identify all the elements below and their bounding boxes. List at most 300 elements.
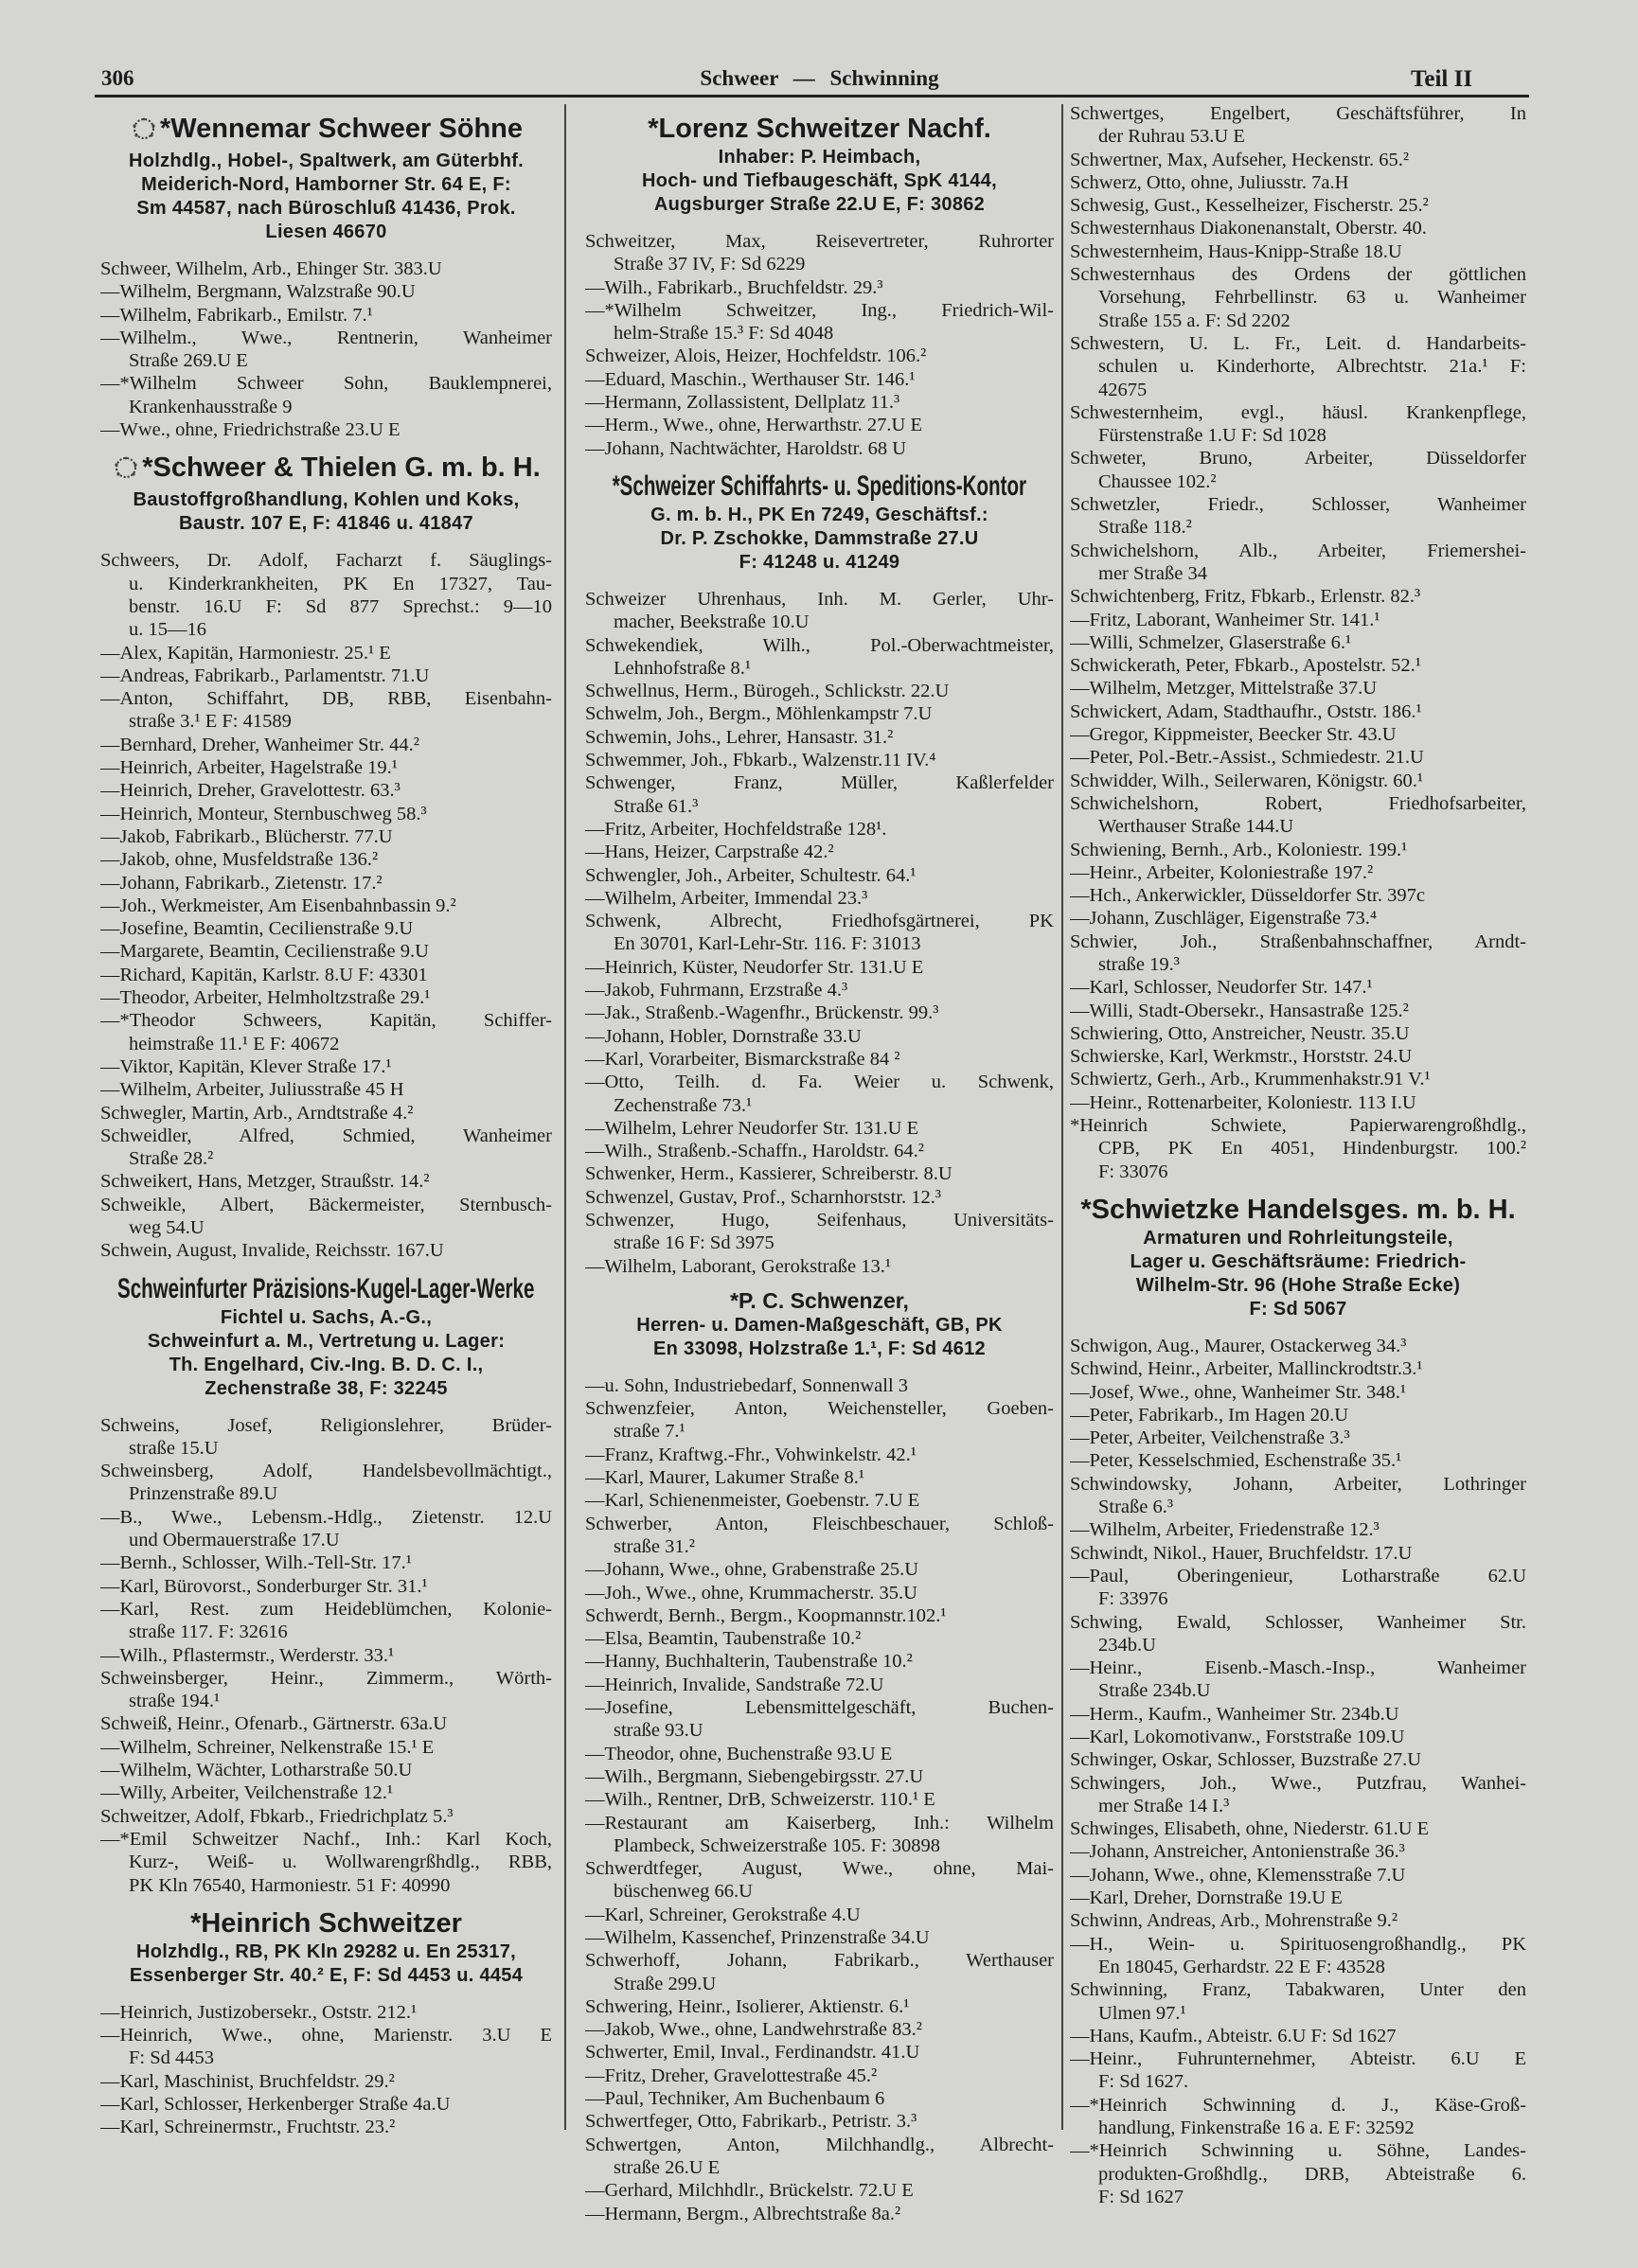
entry-line: mer Straße 14 I.³	[1098, 1795, 1230, 1816]
entry-line: Schwesternhaus Diakonenanstalt, Oberstr. 40.	[1070, 218, 1427, 239]
directory-entry	[100, 1055, 552, 1078]
entry-line: Schwickerath, Peter, Fbkarb., Apostelstr. 52.¹	[1070, 655, 1421, 677]
entry-line: —Heinrich, Küster, Neudorfer Str. 131.U E	[585, 956, 924, 978]
entry-line: —Gerhard, Milchhdlr., Brückelstr. 72.U E	[585, 2180, 914, 2202]
directory-entry	[1070, 976, 1526, 999]
header-rule	[95, 95, 1529, 97]
entry-line: —Wilh., Bergmann, Siebengebirgsstr. 27.U	[585, 1765, 924, 1787]
directory-entry	[1070, 1864, 1526, 1887]
directory-entry	[1070, 1542, 1526, 1565]
entry-line: 42675	[1098, 379, 1148, 400]
directory-entry	[585, 230, 1054, 276]
advertisement-line: Zechenstraße 38, F: 32245	[205, 1377, 448, 1399]
entry-line: —Johann, Zuschläger, Eigenstraße 73.⁴	[1070, 908, 1377, 930]
directory-entry	[1070, 1357, 1526, 1380]
entry-line: Schwind, Heinr., Arbeiter, Mallinckrodtstr.3.¹	[1070, 1358, 1423, 1380]
entry-line: Zechenstraße 73.¹	[614, 1094, 753, 1116]
entry-line: Schweers, Dr. Adolf, Facharzt f. Säuglings-	[100, 550, 552, 572]
entry-line: 234b.U	[1098, 1634, 1156, 1656]
entry-line: —Heinr., Rottenarbeiter, Koloniestr. 113 I.U	[1070, 1091, 1416, 1113]
entry-line: der Ruhrau 53.U E	[1098, 126, 1245, 148]
entry-line: —Peter, Kesselschmied, Eschenstraße 35.¹	[1070, 1450, 1402, 1472]
entry-line: —Wilhelm, Kassenchef, Prinzenstraße 34.U	[585, 1927, 930, 1948]
entry-line: Schwekendiek, Wilh., Pol.-Oberwachtmeister,	[585, 634, 1054, 656]
directory-entry	[1070, 677, 1526, 700]
entry-line: Schwertner, Max, Aufseher, Heckenstr. 65.²	[1070, 149, 1410, 170]
directory-entry	[1070, 907, 1526, 930]
entry-line: —Josefine, Lebensmittelgeschäft, Buchen-	[585, 1697, 1054, 1719]
entry-line: Schwigon, Aug., Maurer, Ostackerweg 34.³	[1070, 1335, 1407, 1356]
advertisement	[585, 1287, 1054, 1361]
entry-line: Schweinsberger, Heinr., Zimmerm., Wörth-	[100, 1667, 552, 1689]
entry-line: Schwemmer, Joh., Fbkarb., Walzenstr.11 IV.⁴	[585, 750, 936, 771]
directory-entry	[585, 1466, 1054, 1489]
directory-entry	[100, 1551, 552, 1574]
entry-line: —Wilhelm, Arbeiter, Juliusstraße 45 H	[100, 1079, 404, 1101]
directory-entry	[100, 1781, 552, 1804]
entry-line: Schwerter, Emil, Inval., Ferdinandstr. 41.U	[585, 2042, 920, 2064]
entry-line: —Fritz, Laborant, Wanheimer Str. 141.¹	[1070, 609, 1380, 630]
entry-line: —Wilhelm, Lehrer Neudorfer Str. 131.U E	[585, 1117, 919, 1139]
entry-line: straße 117. F: 32616	[129, 1621, 288, 1643]
entry-line: F: 33976	[1098, 1588, 1168, 1610]
directory-entry	[585, 2110, 1054, 2133]
entry-line: Schwenzfeier, Anton, Weichensteller, Goeben-	[585, 1398, 1054, 1420]
entry-line: Schwinges, Elisabeth, ohne, Niederstr. 61.U E	[1070, 1818, 1430, 1840]
advertisement-line: F: 41248 u. 41249	[739, 551, 900, 573]
directory-entry	[100, 803, 552, 825]
advertisement-title	[585, 112, 1054, 146]
entry-line: Schwickert, Adam, Stadthaufhr., Oststr. 186.¹	[1070, 700, 1422, 722]
entry-line: Schweizer Uhrenhaus, Inh. M. Gerler, Uhr-	[585, 588, 1054, 610]
directory-entry	[585, 345, 1054, 367]
entry-line: Chaussee 102.²	[1098, 470, 1217, 492]
directory-entry	[100, 734, 552, 756]
advertisement-title-text: *Lorenz Schweitzer Nachf.	[648, 114, 991, 144]
directory-entry	[100, 642, 552, 664]
entry-line: F: Sd 4453	[129, 2047, 214, 2069]
directory-entry	[100, 1009, 552, 1055]
entry-line: Schwidder, Wilh., Seilerwaren, Königstr. 60.¹	[1070, 770, 1424, 791]
entry-line: —Bernh., Schlosser, Wilh.-Tell-Str. 17.¹	[100, 1552, 412, 1574]
entry-line: Schwenger, Franz, Müller, Kaßlerfelder	[585, 772, 1054, 794]
directory-entry	[1070, 1817, 1526, 1840]
directory-entry	[100, 756, 552, 779]
entry-line: Schwindowsky, Johann, Arbeiter, Lothringer	[1070, 1473, 1526, 1495]
entry-line: —Karl, Vorarbeiter, Bismarckstraße 84 ²	[585, 1048, 900, 1070]
entry-line: Straße 299.U	[614, 1973, 717, 1994]
entry-line: —Karl, Maurer, Lakumer Straße 8.¹	[585, 1467, 865, 1489]
directory-entry	[1070, 700, 1526, 723]
entry-line: —Bernhard, Dreher, Wanheimer Str. 44.²	[100, 734, 419, 755]
entry-line: handlung, Finkenstraße 16 a. E F: 32592	[1098, 2117, 1415, 2139]
entry-line: Prinzenstraße 89.U	[129, 1483, 278, 1505]
entry-line: —Josefine, Beamtin, Cecilienstraße 9.U	[100, 918, 414, 940]
directory-entry	[585, 1162, 1054, 1185]
entry-line: —Karl, Lokomotivanw., Forststraße 109.U	[1070, 1727, 1405, 1747]
directory-entry	[585, 2041, 1054, 2064]
entry-line: Schwerber, Anton, Fleischbeschauer, Schloß-	[585, 1513, 1054, 1534]
entry-line: produkten-Großhdlg., DRB, Abteistraße 6.	[1098, 2163, 1526, 2185]
column-3	[1070, 102, 1526, 2208]
entry-line: straße 93.U	[614, 1720, 703, 1742]
directory-entry	[100, 825, 552, 848]
directory-entry	[1070, 194, 1526, 217]
directory-entry	[1070, 240, 1526, 263]
directory-entry	[585, 1926, 1054, 1949]
entry-line: —Hermann, Bergm., Albrechtstraße 8a.²	[585, 2203, 901, 2224]
directory-entry	[100, 964, 552, 986]
advertisement-title	[585, 470, 1054, 504]
entry-line: Ulmen 97.¹	[1098, 2002, 1186, 2024]
advertisement-title	[1070, 1193, 1526, 1227]
directory-entry	[585, 1117, 1054, 1140]
advertisement-line: Wilhelm-Str. 96 (Hohe Straße Ecke)	[1135, 1274, 1461, 1296]
directory-entry	[100, 1712, 552, 1735]
entry-line: —Wilh., Rentner, DrB, Schweizerstr. 110.¹ E	[585, 1789, 935, 1811]
directory-entry	[585, 1186, 1054, 1209]
directory-entry	[585, 1489, 1054, 1512]
directory-entry	[100, 549, 552, 641]
advertisement-line: F: Sd 5067	[1249, 1298, 1347, 1320]
entry-line: Schwemin, Johs., Lehrer, Hansastr. 31.²	[585, 726, 894, 748]
entry-line: —Viktor, Kapitän, Klever Straße 17.¹	[100, 1055, 392, 1077]
entry-line: PK Kln 76540, Harmoniestr. 51 F: 40990	[129, 1874, 451, 1896]
directory-entry	[1070, 585, 1526, 608]
directory-entry	[1070, 1611, 1526, 1657]
directory-entry	[1070, 2139, 1526, 2208]
entry-line: Schwerhoff, Johann, Fabrikarb., Werthauser	[585, 1950, 1054, 1972]
entry-line: straße 16 F: Sd 3975	[614, 1232, 774, 1254]
directory-entry	[1070, 332, 1526, 401]
entry-line: Schwerdt, Bernh., Bergm., Koopmannstr.102.¹	[585, 1604, 947, 1626]
directory-entry	[585, 979, 1054, 1001]
entry-line: —Heinr., Arbeiter, Koloniestraße 197.²	[1070, 861, 1374, 883]
directory-entry	[585, 1812, 1054, 1858]
entry-line: schulen u. Kinderhorte, Albrechtstr. 21a.¹ F:	[1098, 356, 1526, 378]
directory-entry	[1070, 1978, 1526, 2025]
directory-entry	[585, 702, 1054, 725]
advertisement-line: Holzhdlg., RB, PK Kln 29282 u. En 25317,	[136, 1940, 516, 1962]
directory-entry	[585, 391, 1054, 414]
directory-entry	[1070, 1000, 1526, 1022]
advertisement	[585, 112, 1054, 217]
directory-entry	[585, 1444, 1054, 1466]
entry-line: —Josef, Wwe., ohne, Wanheimer Str. 348.¹	[1070, 1381, 1407, 1403]
directory-entry	[1070, 1473, 1526, 1519]
advertisement	[1070, 1193, 1526, 1321]
directory-entry	[585, 1255, 1054, 1278]
entry-line: —Karl, Schreiner, Gerokstraße 4.U	[585, 1904, 861, 1925]
entry-line: —Hans, Kaufm., Abteistr. 6.U F: Sd 1627	[1070, 2025, 1397, 2047]
entry-line: Schweizer, Alois, Heizer, Hochfeldstr. 106.²	[585, 346, 927, 367]
advertisement	[585, 470, 1054, 575]
directory-entry	[1070, 217, 1526, 239]
entry-line: straße 7.¹	[614, 1421, 685, 1443]
entry-line: —Paul, Techniker, Am Buchenbaum 6	[585, 2088, 885, 2110]
directory-entry	[585, 1627, 1054, 1650]
directory-entry	[100, 1667, 552, 1713]
advertisement	[100, 1272, 552, 1401]
entry-line: —Karl, Rest. zum Heideblümchen, Kolonie-	[100, 1598, 552, 1620]
entry-line: —Wilh., Straßenb.-Schaffn., Haroldstr. 64.²	[585, 1141, 924, 1162]
entry-line: straße 15.U	[129, 1437, 219, 1459]
entry-line: —Wilhelm, Fabrikarb., Emilstr. 7.¹	[100, 304, 373, 326]
directory-entry	[585, 1743, 1054, 1765]
directory-entry	[585, 771, 1054, 818]
advertisement-line: Herren- u. Damen-Maßgeschäft, GB, PK	[636, 1314, 1003, 1336]
directory-entry	[100, 1102, 552, 1125]
directory-entry	[1070, 792, 1526, 839]
directory-entry	[585, 956, 1054, 979]
directory-entry	[1070, 263, 1526, 332]
running-title: Schweer — Schwinning	[700, 66, 939, 90]
entry-line: —Otto, Teilh. d. Fa. Weier u. Schwenk,	[585, 1072, 1054, 1093]
directory-entry	[585, 864, 1054, 887]
entry-line: —Eduard, Maschin., Werthauser Str. 146.¹	[585, 368, 916, 390]
entry-line: macher, Beekstraße 10.U	[614, 611, 810, 633]
entry-line: —*Theodor Schweers, Kapitän, Schiffer-	[100, 1010, 552, 1032]
directory-entry	[1070, 884, 1526, 907]
entry-line: Schwichtenberg, Fritz, Fbkarb., Erlenstr. 82.³	[1070, 586, 1421, 608]
directory-entry	[585, 1995, 1054, 2018]
directory-entry	[585, 818, 1054, 841]
directory-entry	[100, 1736, 552, 1759]
entry-line: —Johann, Wwe., ohne, Klemensstraße 7.U	[1070, 1864, 1406, 1886]
entry-line: —Margarete, Beamtin, Cecilienstraße 9.U	[100, 941, 429, 963]
entry-line: —*Heinrich Schwinning u. Söhne, Landes-	[1070, 2140, 1526, 2162]
directory-entry	[1070, 1933, 1526, 1979]
entry-line: —Wilhelm, Bergmann, Walzstraße 90.U	[100, 281, 416, 303]
directory-entry	[585, 726, 1054, 749]
advertisement-line: En 33098, Holzstraße 1.¹, F: Sd 4612	[653, 1338, 986, 1359]
entry-line: Kurz-, Weiß- u. Wollwarengrßhdlg., RBB,	[129, 1852, 552, 1873]
entry-line: En 30701, Karl-Lehr-Str. 116. F: 31013	[614, 933, 921, 955]
directory-entry	[1070, 609, 1526, 631]
entry-line: —u. Sohn, Industriebedarf, Sonnenwall 3	[585, 1374, 909, 1396]
entry-line: —Herm., Wwe., ohne, Herwarthstr. 27.U E	[585, 415, 923, 436]
entry-line: u. Kinderkrankheiten, PK En 17327, Tau-	[129, 573, 552, 594]
column-divider	[564, 104, 566, 2130]
advertisement	[100, 451, 552, 536]
entry-line: Schwingers, Joh., Wwe., Putzfrau, Wanhei-	[1070, 1772, 1526, 1794]
advertisement	[100, 112, 552, 244]
entry-line: Lehnhofstraße 8.¹	[614, 657, 752, 679]
entry-line: —Hanny, Buchhalterin, Taubenstraße 10.²	[585, 1651, 913, 1673]
directory-entry	[585, 368, 1054, 391]
entry-line: —Karl, Schlosser, Herkenberger Straße 4a.U	[100, 2094, 451, 2115]
entry-line: —Andreas, Fabrikarb., Parlamentstr. 71.U	[100, 664, 430, 686]
directory-entry	[585, 1604, 1054, 1627]
entry-line: Schwerz, Otto, ohne, Juliusstr. 7a.H	[1070, 171, 1349, 193]
advertisement-line: Fichtel u. Sachs, A.-G.,	[220, 1306, 433, 1328]
entry-line: straße 26.U E	[614, 2156, 721, 2178]
entry-line: —Theodor, ohne, Buchenstraße 93.U E	[585, 1743, 893, 1764]
advertisement-title-text: *Schweizer Schiffahrts- u. Speditions-Kontor	[612, 470, 1027, 502]
entry-line: Schwein, August, Invalide, Reichsstr. 167.U	[100, 1240, 444, 1262]
entry-line: Werthauser Straße 144.U	[1098, 816, 1294, 838]
advertisement-line: Liesen 46670	[265, 221, 387, 242]
wreath-icon	[112, 454, 140, 488]
entry-line: Straße 37 IV, F: Sd 6229	[614, 254, 806, 275]
entry-line: —Karl, Dreher, Dornstraße 19.U E	[1070, 1887, 1343, 1909]
entry-line: Straße 6.³	[1098, 1497, 1174, 1518]
directory-entry	[100, 687, 552, 734]
entry-line: —Karl, Bürovorst., Sonderburger Str. 31.¹	[100, 1575, 428, 1597]
directory-entry	[1070, 1449, 1526, 1472]
directory-entry	[585, 2179, 1054, 2202]
directory-entry	[100, 1078, 552, 1101]
directory-entry	[1070, 1091, 1526, 1114]
directory-entry	[100, 1125, 552, 1171]
entry-line: —H., Wein- u. Spirituosengroßhandlg., PK	[1070, 1933, 1526, 1955]
directory-entry	[585, 1650, 1054, 1673]
entry-line: —*Wilhelm Schweitzer, Ing., Friedrich-Wil-	[585, 299, 1054, 321]
entry-line: Straße 155 a. F: Sd 2202	[1098, 310, 1291, 331]
entry-line: —Wilhelm., Wwe., Rentnerin, Wanheimer	[100, 327, 552, 348]
entry-line: mer Straße 34	[1098, 562, 1207, 584]
advertisement-title-text: *P. C. Schwenzer,	[730, 1287, 909, 1313]
directory-entry	[585, 1696, 1054, 1743]
entry-line: Schwesternheim, Haus-Knipp-Straße 18.U	[1070, 240, 1402, 262]
directory-entry	[1070, 102, 1526, 149]
advertisement-title	[100, 1906, 552, 1940]
entry-line: Schweikle, Albert, Bäckermeister, Sternbusch-	[100, 1194, 552, 1215]
directory-entry	[1070, 654, 1526, 677]
entry-line: F: 33076	[1098, 1161, 1168, 1182]
directory-entry	[1070, 1068, 1526, 1090]
entry-line: —Hch., Ankerwickler, Düsseldorfer Str. 397c	[1070, 885, 1425, 907]
directory-entry	[1070, 1703, 1526, 1726]
directory-entry	[1070, 839, 1526, 861]
directory-entry	[1070, 2025, 1526, 2047]
entry-line: Vorsehung, Fehrbellinstr. 63 u. Wanheimer	[1098, 287, 1526, 309]
directory-entry	[585, 1857, 1054, 1904]
advertisement-line: Baustr. 107 E, F: 41846 u. 41847	[179, 513, 473, 535]
directory-entry	[585, 1140, 1054, 1162]
directory-entry	[1070, 540, 1526, 586]
entry-line: —Wilhelm, Arbeiter, Immendal 23.³	[585, 887, 868, 909]
entry-line: Schwertfeger, Otto, Fabrikarb., Petristr. 3.³	[585, 2111, 917, 2133]
entry-line: —Jak., Straßenb.-Wagenfhr., Brückenstr. 99.³	[585, 1002, 939, 1024]
directory-entry	[100, 1644, 552, 1667]
entry-line: Schwelm, Joh., Bergm., Möhlenkampstr 7.U	[585, 703, 933, 725]
entry-line: Schwertges, Engelbert, Geschäftsführer, In	[1070, 103, 1526, 124]
directory-entry	[585, 2087, 1054, 2110]
entry-line: Straße 61.³	[614, 795, 699, 817]
directory-entry	[100, 2024, 552, 2070]
advertisement-title-text: *Schwietzke Handelsges. m. b. H.	[1080, 1194, 1516, 1225]
page-number: 306	[101, 66, 134, 90]
entry-line: Schweitzer, Max, Reisevertreter, Ruhrorter	[585, 231, 1054, 252]
entry-line: Schwellnus, Herm., Bürogeh., Schlickstr. 22.U	[585, 681, 950, 702]
directory-entry	[100, 372, 552, 418]
directory-entry	[585, 1025, 1054, 1048]
entry-line: benstr. 16.U F: Sd 877 Sprechst.: 9—10	[129, 595, 552, 617]
directory-entry	[585, 1374, 1054, 1397]
entry-line: Schweer, Wilhelm, Arb., Ehinger Str. 383.U	[100, 258, 442, 279]
directory-entry	[100, 2093, 552, 2116]
advertisement-line: Baustoffgroßhandlung, Kohlen und Koks,	[133, 489, 520, 511]
entry-line: En 18045, Gerhardstr. 22 E F: 43528	[1098, 1956, 1385, 1977]
entry-line: —Willy, Arbeiter, Veilchenstraße 12.¹	[100, 1782, 394, 1804]
entry-line: straße 31.²	[614, 1535, 695, 1557]
entry-line: —Theodor, Arbeiter, Helmholtzstraße 29.¹	[100, 987, 431, 1009]
directory-entry	[585, 1674, 1054, 1696]
directory-entry	[1070, 1909, 1526, 1932]
advertisement-line: Holzhdlg., Hobel-, Spaltwerk, am Güterbhf.	[128, 151, 525, 171]
entry-line: straße 194.¹	[129, 1691, 221, 1712]
entry-line: —Wwe., ohne, Friedrichstraße 23.U E	[100, 419, 401, 441]
directory-entry	[585, 910, 1054, 956]
entry-line: —Peter, Pol.-Betr.-Assist., Schmiedestr. 21.U	[1070, 747, 1424, 769]
entry-line: Schwinning, Franz, Tabakwaren, Unter den	[1070, 1979, 1526, 2001]
directory-entry	[585, 1788, 1054, 1811]
directory-entry	[1070, 1426, 1526, 1449]
entry-line: Straße 234b.U	[1098, 1680, 1211, 1702]
entry-line: Schwichelshorn, Robert, Friedhofsarbeiter,	[1070, 792, 1526, 814]
advertisement-line: Essenberger Str. 40.² E, F: Sd 4453 u. 4454	[129, 1964, 524, 1986]
directory-entry	[100, 872, 552, 895]
advertisement-title-text: Schweinfurter Präzisions-Kugel-Lager-Werke	[117, 1272, 535, 1304]
entry-line: Schweins, Josef, Religionslehrer, Brüder-	[100, 1414, 552, 1436]
directory-entry	[1070, 1404, 1526, 1426]
directory-entry	[585, 841, 1054, 863]
entry-line: Schwertgen, Anton, Milchhandlg., Albrecht-	[585, 2134, 1054, 2155]
entry-line: —Karl, Maschinist, Bruchfeldstr. 29.²	[100, 2070, 395, 2092]
directory-entry	[100, 2070, 552, 2093]
entry-line: —B., Wwe., Lebensm.-Hdlg., Zietenstr. 12.U	[100, 1506, 552, 1528]
directory-entry	[585, 2134, 1054, 2180]
entry-line: Schwier, Joh., Straßenbahnschaffner, Arndt-	[1070, 930, 1526, 952]
directory-entry	[585, 437, 1054, 460]
directory-entry	[1070, 1381, 1526, 1404]
entry-line: —Johann, Anstreicher, Antonienstraße 36.³	[1070, 1841, 1405, 1863]
directory-entry	[100, 327, 552, 373]
entry-line: —Hermann, Zollassistent, Dellplatz 11.³	[585, 392, 900, 414]
directory-entry	[100, 418, 552, 441]
entry-line: F: Sd 1627	[1098, 2186, 1184, 2207]
entry-line: —Joh., Werkmeister, Am Eisenbahnbassin 9.²	[100, 895, 456, 916]
directory-entry	[1070, 447, 1526, 493]
entry-line: Schwichelshorn, Alb., Arbeiter, Friemershei-	[1070, 540, 1526, 561]
directory-entry	[585, 680, 1054, 702]
directory-entry	[100, 1239, 552, 1262]
entry-line: —Willi, Schmelzer, Glaserstraße 6.¹	[1070, 631, 1352, 653]
advertisement-line: Augsburger Straße 22.U E, F: 30862	[653, 194, 986, 215]
directory-entry	[585, 2018, 1054, 2041]
directory-entry	[100, 917, 552, 940]
entry-line: Schwinn, Andreas, Arb., Mohrenstraße 9.²	[1070, 1910, 1398, 1932]
directory-entry	[1070, 401, 1526, 448]
entry-line: —Gregor, Kippmeister, Beecker Str. 43.U	[1070, 724, 1397, 746]
directory-entry	[100, 280, 552, 303]
entry-line: —Hans, Heizer, Carpstraße 42.²	[585, 842, 834, 863]
directory-entry	[585, 276, 1054, 299]
entry-line: —Willi, Stadt-Obersekr., Hansastraße 125.²	[1070, 1000, 1409, 1021]
entry-line: —Wilhelm, Arbeiter, Friedenstraße 12.³	[1070, 1519, 1380, 1541]
directory-entry	[100, 895, 552, 917]
directory-entry	[1070, 149, 1526, 171]
directory-entry	[100, 1506, 552, 1552]
directory-entry	[100, 779, 552, 802]
column-1	[100, 102, 552, 2139]
entry-line: —Jakob, Fabrikarb., Blücherstr. 77.U	[100, 825, 393, 847]
entry-line: Schweiß, Heinr., Ofenarb., Gärtnerstr. 63a.U	[100, 1713, 448, 1735]
advertisement-line: Dr. P. Zschokke, Dammstraße 27.U	[660, 527, 979, 549]
entry-line: —Peter, Fabrikarb., Im Hagen 20.U	[1070, 1404, 1349, 1426]
advertisement-line: Schweinfurt a. M., Vertretung u. Lager:	[147, 1330, 506, 1352]
